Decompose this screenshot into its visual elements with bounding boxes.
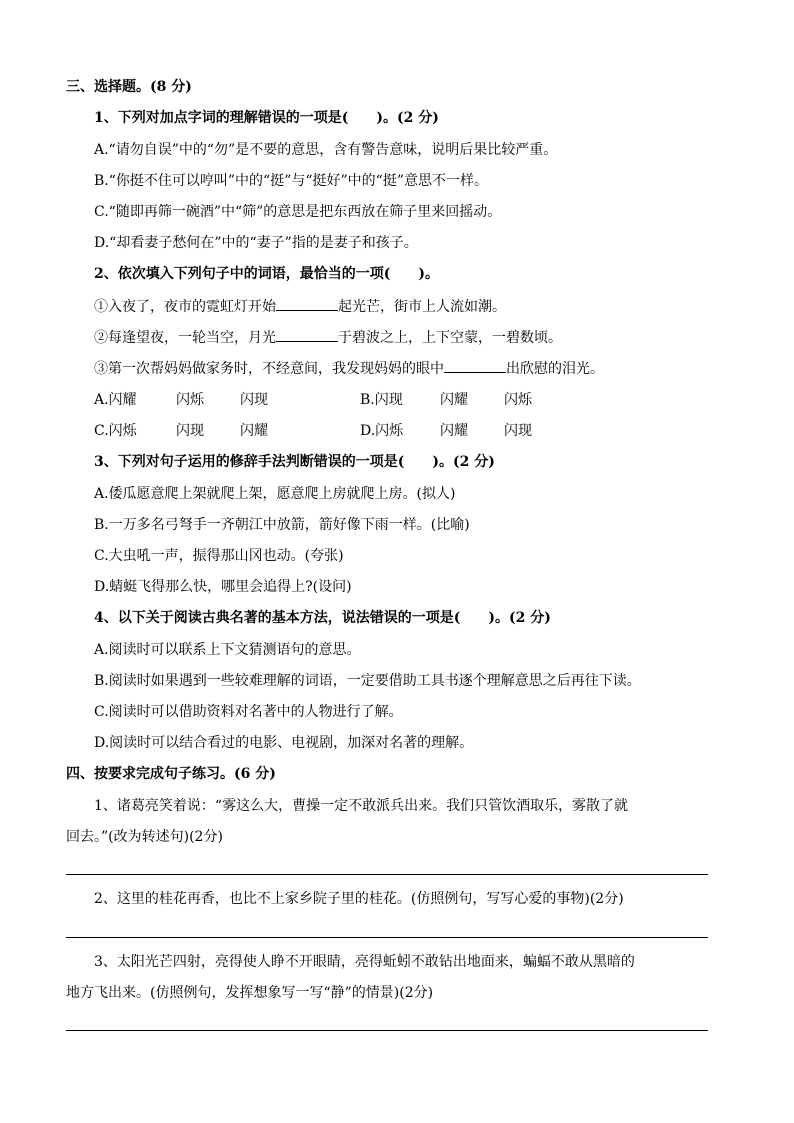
q4-stem: 4、以下关于阅读古典名著的基本方法，说法错误的一项是( )。(2 分) bbox=[94, 610, 551, 626]
q2-sentence-3-end: 出欣慰的泪光。 bbox=[506, 361, 604, 377]
q1-option-c: C.“随即再筛一碗酒”中“筛”的意思是把东西放在筛子里来回摇动。 bbox=[94, 204, 502, 220]
q3-option-c: C.大虫吼一声，振得那山冈也动。(夸张) bbox=[94, 548, 344, 564]
answer-line[interactable] bbox=[66, 874, 708, 875]
answer-blank[interactable] bbox=[276, 296, 338, 311]
answer-blank[interactable] bbox=[444, 358, 506, 373]
q1-option-d: D.“却看妻子愁何在”中的“妻子”指的是妻子和孩子。 bbox=[94, 235, 418, 251]
q2-option-c-word-2: 闪现 bbox=[176, 423, 204, 439]
q2-sentence-2-start: ②每逢望夜，一轮当空，月光 bbox=[94, 330, 276, 346]
q2-sentence-1 bbox=[94, 296, 506, 317]
q2-option-d-word-3: 闪现 bbox=[504, 423, 532, 439]
q3-option-d: D.蜻蜓飞得那么快，哪里会追得上?(设问) bbox=[94, 579, 352, 595]
q3-option-b: B.一万多名弓弩手一齐朝江中放箭，箭好像下雨一样。(比喻) bbox=[94, 517, 470, 533]
q2-option-b-word-1: B.闪现 bbox=[360, 392, 403, 408]
answer-line[interactable] bbox=[66, 937, 708, 938]
q2-option-a-word-1: A.闪耀 bbox=[94, 392, 137, 408]
answer-line[interactable] bbox=[66, 1030, 708, 1031]
q2-sentence-1-start: ①入夜了，夜市的霓虹灯开始 bbox=[94, 299, 276, 315]
q1-option-b: B.“你挺不住可以哼叫”中的“挺”与“挺好”中的“挺”意思不一样。 bbox=[94, 173, 488, 189]
q2-option-d-word-2: 闪耀 bbox=[440, 423, 468, 439]
s4-item-1-line-1: 1、诸葛亮笑着说：“雾这么大，曹操一定不敢派兵出来。我们只管饮酒取乐，雾散了就 bbox=[94, 798, 629, 814]
q3-option-a: A.倭瓜愿意爬上架就爬上架，愿意爬上房就爬上房。(拟人) bbox=[94, 486, 456, 502]
q2-option-b-word-3: 闪烁 bbox=[504, 392, 532, 408]
q2-sentence-2-end: 于碧波之上，上下空蒙，一碧数顷。 bbox=[338, 330, 562, 346]
q2-option-a-word-3: 闪现 bbox=[240, 392, 268, 408]
answer-blank[interactable] bbox=[276, 327, 338, 342]
q4-option-a: A.阅读时可以联系上下文猜测语句的意思。 bbox=[94, 642, 361, 658]
q2-option-c-word-1: C.闪烁 bbox=[94, 423, 137, 439]
s4-item-2: 2、这里的桂花再香，也比不上家乡院子里的桂花。(仿照例句，写写心爱的事物)(2分) bbox=[94, 891, 624, 907]
q2-option-a-word-2: 闪烁 bbox=[176, 392, 204, 408]
s4-item-1-line-2: 回去。”(改为转述句)(2分) bbox=[66, 829, 223, 845]
q1-option-a: A.“请勿自误”中的“勿”是不要的意思，含有警告意味，说明后果比较严重。 bbox=[94, 142, 558, 158]
s4-item-3-line-2: 地方飞出来。(仿照例句，发挥想象写一写“静”的情景)(2分) bbox=[66, 985, 434, 1001]
q2-option-c-word-3: 闪耀 bbox=[240, 423, 268, 439]
s4-item-3-line-1: 3、太阳光芒四射，亮得使人睁不开眼睛，亮得蚯蚓不敢钻出地面来，蝙蝠不敢从黑暗的 bbox=[94, 954, 635, 970]
q2-stem: 2、依次填入下列句子中的词语，最恰当的一项( )。 bbox=[94, 266, 439, 282]
q4-option-b: B.阅读时如果遇到一些较难理解的词语，一定要借助工具书逐个理解意思之后再往下读。 bbox=[94, 673, 641, 689]
q2-sentence-3-start: ③第一次帮妈妈做家务时，不经意间，我发现妈妈的眼中 bbox=[94, 361, 444, 377]
section-3-title: 三、选择题。(8 分) bbox=[66, 79, 192, 95]
q2-sentence-1-end: 起光芒，街市上人流如潮。 bbox=[338, 299, 506, 315]
q2-sentence-3 bbox=[94, 358, 604, 379]
q2-option-d-word-1: D.闪烁 bbox=[360, 423, 404, 439]
q3-stem: 3、下列对句子运用的修辞手法判断错误的一项是( )。(2 分) bbox=[94, 454, 495, 470]
q2-option-b-word-2: 闪耀 bbox=[440, 392, 468, 408]
q2-sentence-2 bbox=[94, 327, 562, 348]
q4-option-c: C.阅读时可以借助资料对名著中的人物进行了解。 bbox=[94, 704, 403, 720]
q1-stem: 1、下列对加点字词的理解错误的一项是( )。(2 分) bbox=[94, 110, 439, 126]
section-4-title: 四、按要求完成句子练习。(6 分) bbox=[66, 766, 276, 782]
q4-option-d: D.阅读时可以结合看过的电影、电视剧，加深对名著的理解。 bbox=[94, 735, 474, 751]
